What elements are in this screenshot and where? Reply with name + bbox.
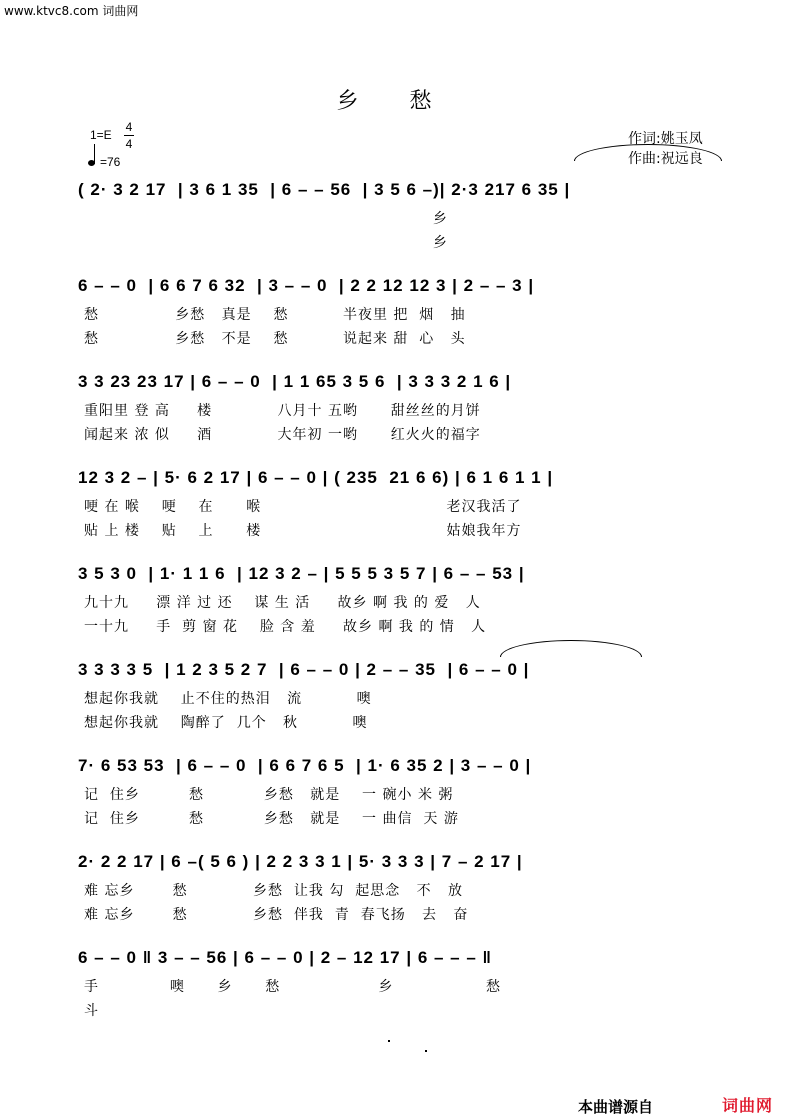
key-signature: 1=E <box>90 128 112 142</box>
lyric-line-2: 记 住乡 愁 乡愁 就是 一 曲信 天 游 <box>84 811 459 827</box>
notation-row: 3 5 3 0 | 1· 1 1 6 | 12 3 2 – | 5 5 5 3 5 7 | 6 – – 53 | <box>78 564 525 583</box>
composer-credit: 作曲:祝远良 <box>628 151 703 167</box>
lyricist-credit: 作词:姚玉凤 <box>628 131 703 147</box>
lyric-line-2: 乡 <box>84 235 448 251</box>
meter-top: 4 <box>125 120 133 134</box>
source-footer: 本曲谱源自 <box>578 1098 654 1116</box>
notation-row: 6 – – 0 ‖ 3 – – 56 | 6 – – 0 | 2 – 12 17 | 6 – – – ‖ <box>78 948 492 967</box>
notation-row: 3 3 23 23 17 | 6 – – 0 | 1 1 65 3 5 6 | 3 3 3 2 1 6 | <box>78 372 512 391</box>
lyric-line-1: 记 住乡 愁 乡愁 就是 一 碗小 米 粥 <box>84 787 454 803</box>
lyric-line-2: 一十九 手 剪 窗 花 脸 含 羞 故乡 啊 我 的 情 人 <box>84 619 487 635</box>
notation-row: ( 2· 3 2 17 | 3 6 1 35 | 6 – – 56 | 3 5 6 –)| 2·3 217 6 35 | <box>78 180 571 199</box>
time-signature <box>124 120 134 151</box>
meter-bottom: 4 <box>125 137 133 151</box>
lyric-line-2: 贴 上 楼 贴 上 楼 姑娘我年方 <box>84 523 522 539</box>
notation-row: 3 3 3 3 5 | 1 2 3 5 2 7 | 6 – – 0 | 2 – – 35 | 6 – – 0 | <box>78 660 530 679</box>
site-watermark: www.ktvc8.com 词曲网 <box>4 4 139 18</box>
song-title: 乡 愁 <box>336 89 454 114</box>
tempo-marking: =76 <box>100 155 121 169</box>
lyric-line-2: 难 忘乡 愁 乡愁 伴我 青 春飞扬 去 奋 <box>84 907 469 923</box>
notation-row: 2· 2 2 17 | 6 –( 5 6 ) | 2 2 3 3 1 | 5· 3 3 3 | 7 – 2 17 | <box>78 852 523 871</box>
notation-row: 7· 6 53 53 | 6 – – 0 | 6 6 7 6 5 | 1· 6 35 2 | 3 – – 0 | <box>78 756 532 775</box>
notation-row: 12 3 2 – | 5· 6 2 17 | 6 – – 0 | ( 235 21 6 6) | 6 1 6 1 1 | <box>78 468 554 487</box>
lyric-line-1: 难 忘乡 愁 乡愁 让我 勾 起思念 不 放 <box>84 883 463 899</box>
quarter-note-icon <box>88 160 95 166</box>
stray-dot <box>425 1050 427 1052</box>
lyric-line-1: 九十九 漂 洋 过 还 谋 生 活 故乡 啊 我 的 爱 人 <box>84 595 481 611</box>
lyric-line-1: 愁 乡愁 真是 愁 半夜里 把 烟 抽 <box>84 307 466 323</box>
lyric-line-1: 重阳里 登 高 楼 八月十 五哟 甜丝丝的月饼 <box>84 403 481 419</box>
lyric-line-1: 想起你我就 止不住的热泪 流 噢 <box>84 691 372 707</box>
lyric-line-1: 乡 <box>84 211 448 227</box>
lyric-line-2: 想起你我就 陶醉了 几个 秋 噢 <box>84 715 368 731</box>
lyric-line-2: 闻起来 浓 似 酒 大年初 一哟 红火火的福字 <box>84 427 481 443</box>
notation-row: 6 – – 0 | 6 6 7 6 32 | 3 – – 0 | 2 2 12 12 3 | 2 – – 3 | <box>78 276 535 295</box>
site-logo: 词曲网 <box>722 1096 774 1115</box>
lyric-line-1: 手 噢 乡 愁 乡 愁 <box>84 979 502 995</box>
lyric-line-2: 斗 <box>84 1003 99 1019</box>
lyric-line-2: 愁 乡愁 不是 愁 说起来 甜 心 头 <box>84 331 466 347</box>
lyric-line-1: 哽 在 喉 哽 在 喉 老汉我活了 <box>84 499 522 515</box>
slur-mark <box>500 640 642 657</box>
stray-dot <box>388 1040 390 1042</box>
